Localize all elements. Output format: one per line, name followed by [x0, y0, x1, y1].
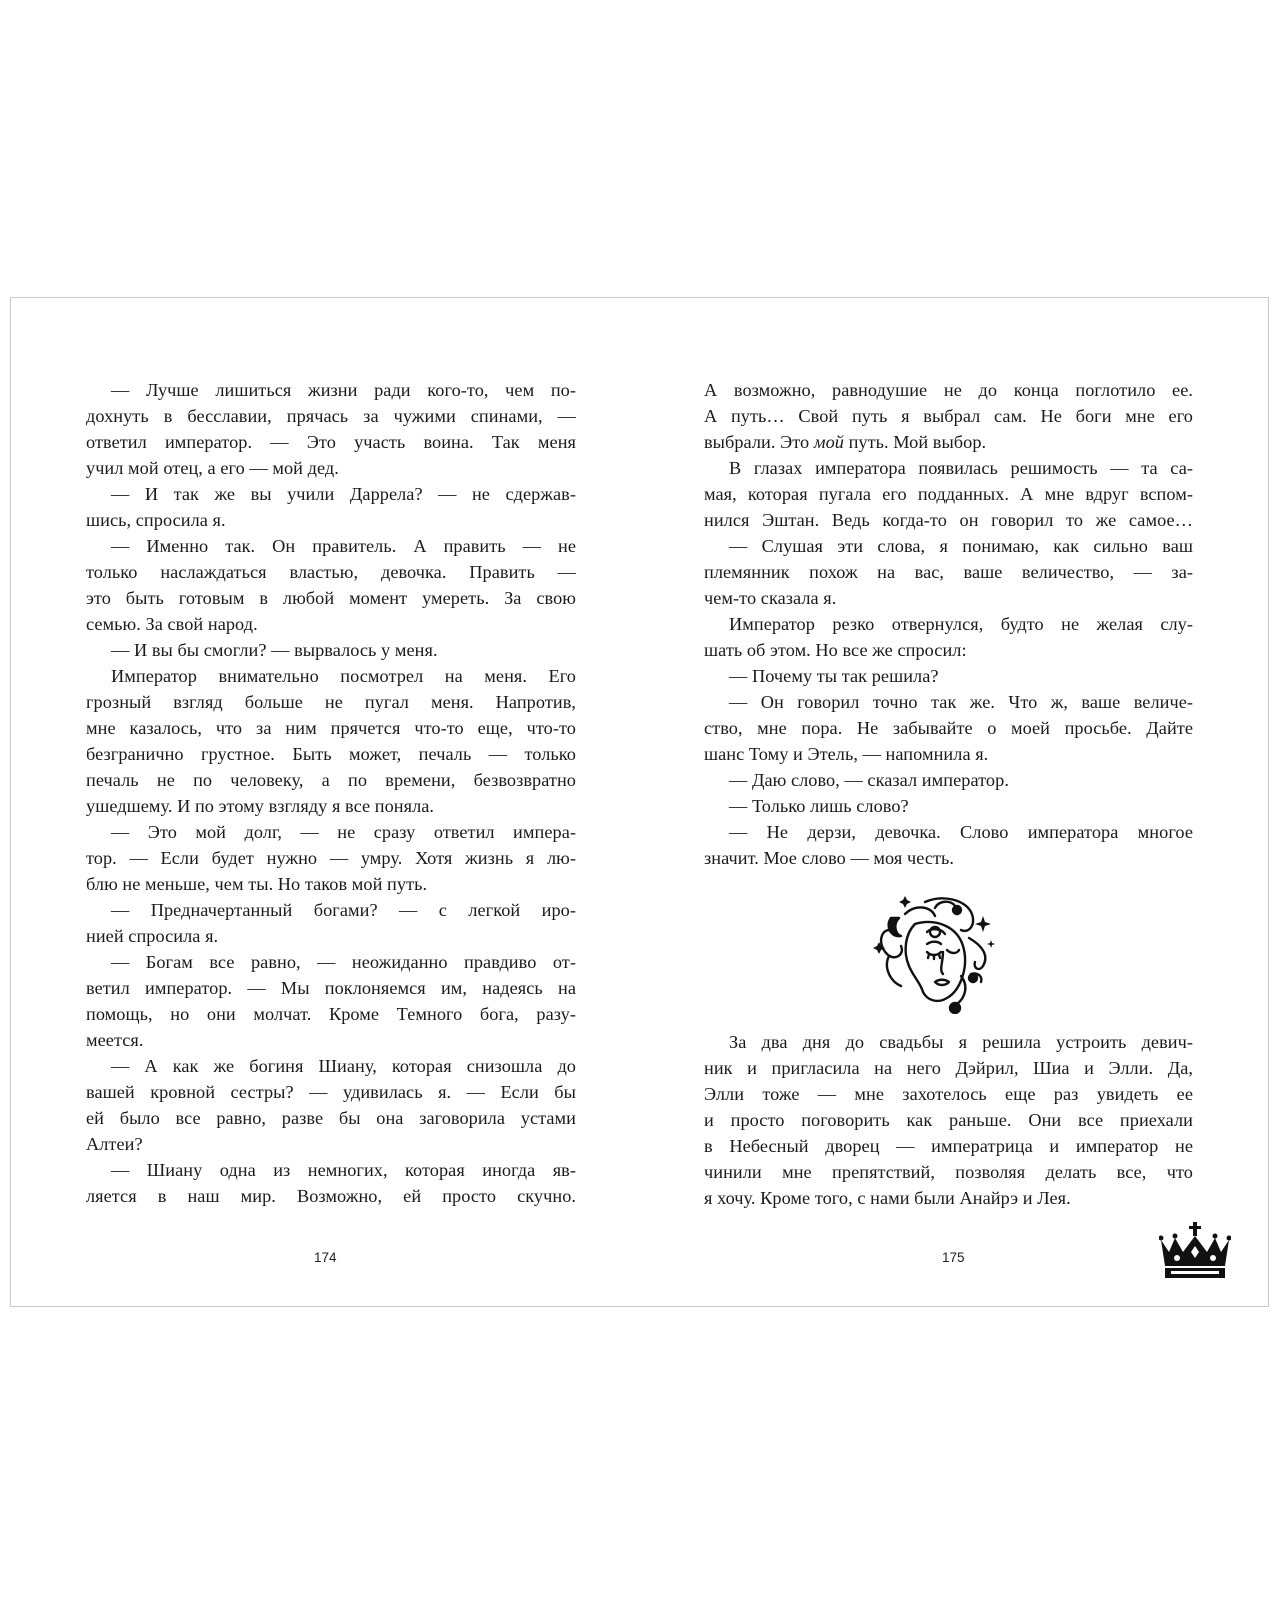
left-page-line: тор. — Если будет нужно — умру. Хотя жизнь я лю-: [86, 848, 576, 868]
left-page-line: Император внимательно посмотрел на меня. Его: [111, 666, 576, 686]
left-page-line: — И так же вы учили Даррела? — не сдержав-: [111, 484, 576, 504]
crown-icon: [1159, 1222, 1231, 1280]
left-page-line: грозный взгляд больше не пугал меня. Напротив,: [86, 692, 576, 712]
left-page-line: — Именно так. Он правитель. А править — не: [111, 536, 576, 556]
right-page-line: — Слушая эти слова, я понимаю, как сильно ваш: [729, 536, 1193, 556]
right-page-line: Император резко отвернулся, будто не желая слу-: [729, 614, 1193, 634]
left-page-line: меется.: [86, 1030, 144, 1050]
left-page-line: семью. За свой народ.: [86, 614, 258, 634]
right-page-line: В глазах императора появилась решимость — та са-: [729, 458, 1193, 478]
left-page-line: это быть готовым в любой момент умереть. За свою: [86, 588, 576, 608]
right-page-line: нился Эштан. Ведь когда-то он говорил то же самое…: [704, 510, 1193, 530]
right-page-line: ство, мне пора. Не забывайте о моей просьбе. Дайте: [704, 718, 1193, 738]
right-page-line: — Почему ты так решила?: [729, 666, 939, 686]
left-page: [11, 298, 641, 1306]
right-page-text: [704, 377, 1193, 871]
left-page-line: печаль не по человеку, а по времени, безвозвратно: [86, 770, 576, 790]
left-page-line: ляется в наш мир. Возможно, ей просто скучно.: [86, 1186, 576, 1206]
right-page-line: выбрали. Это мой путь. Мой выбор.: [704, 432, 987, 452]
right-page-line: — Даю слово, — сказал император.: [729, 770, 1009, 790]
right-page-line: чем-то сказала я.: [704, 588, 837, 608]
right-page-line: и просто поговорить как раньше. Они все приехали: [704, 1110, 1193, 1130]
page-number-right: 175: [942, 1250, 965, 1265]
right-page-line: А возможно, равнодушие не до конца поглотило ее.: [704, 380, 1193, 400]
left-page-line: только наслаждаться властью, девочка. Править —: [86, 562, 576, 582]
left-page-line: — Богам все равно, — неожиданно правдиво от-: [111, 952, 576, 972]
right-page-line: ник и пригласила на него Дэйрил, Шиа и Элли. Да,: [704, 1058, 1193, 1078]
right-page: [641, 298, 1270, 1306]
right-page-line: племянник похож на вас, ваше величество, — за-: [704, 562, 1193, 582]
left-page-line: учил мой отец, а его — мой дед.: [86, 458, 339, 478]
left-page-line: — Лучше лишиться жизни ради кого-то, чем по-: [111, 380, 576, 400]
page-number-left: 174: [314, 1250, 337, 1265]
left-page-line: Алтеи?: [86, 1134, 143, 1154]
left-page-line: вашей кровной сестры? — удивилась я. — Если бы: [86, 1082, 576, 1102]
left-page-line: ушедшему. И по этому взгляду я все поняла.: [86, 796, 435, 816]
left-page-line: помощь, но они молчат. Кроме Темного бога, разу-: [86, 1004, 576, 1024]
right-page-line: шанс Тому и Этель, — напомнила я.: [704, 744, 989, 764]
left-page-line: — А как же богиня Шиану, которая снизошла до: [111, 1056, 576, 1076]
right-page-line: значит. Мое слово — моя честь.: [704, 848, 955, 868]
right-page-line: мая, которая пугала его подданных. А мне вдруг вспом-: [704, 484, 1193, 504]
left-page-line: нией спросила я.: [86, 926, 219, 946]
left-page-line: шись, спросила я.: [86, 510, 226, 530]
left-page-line: ветил император. — Мы поклоняемся им, надеясь на: [86, 978, 576, 998]
right-page-text-after-ornament: [704, 1029, 1193, 1211]
left-page-line: — Это мой долг, — не сразу ответил импера-: [111, 822, 576, 842]
left-page-line: безгранично грустное. Быть может, печаль — только: [86, 744, 576, 764]
left-page-line: — И вы бы смогли? — вырвалось у меня.: [111, 640, 438, 660]
right-page-line: — Он говорил точно так же. Что ж, ваше величе-: [729, 692, 1193, 712]
right-page-line: А путь… Свой путь я выбрал сам. Не боги мне его: [704, 406, 1193, 426]
left-page-text: [86, 377, 576, 1209]
right-page-line: чинили мне препятствий, позволяя делать все, что: [704, 1162, 1193, 1182]
book-spread: [10, 297, 1269, 1307]
right-page-line: я хочу. Кроме того, с нами были Анайрэ и Лея.: [704, 1188, 1071, 1208]
right-page-line: в Небесный дворец — императрица и император не: [704, 1136, 1193, 1156]
right-page-line: За два дня до свадьбы я решила устроить девич-: [729, 1032, 1193, 1052]
celestial-face-line-art-icon: [865, 894, 1000, 1014]
left-page-line: блю не меньше, чем ты. Но таков мой путь.: [86, 874, 428, 894]
left-page-line: ответил император. — Это участь воина. Так меня: [86, 432, 576, 452]
right-page-line: — Только лишь слово?: [729, 796, 909, 816]
left-page-line: — Предначертанный богами? — с легкой иро-: [111, 900, 576, 920]
right-page-line: шать об этом. Но все же спросил:: [704, 640, 967, 660]
left-page-line: — Шиану одна из немногих, которая иногда яв-: [111, 1160, 576, 1180]
left-page-line: мне казалось, что за ним прячется что-то еще, что-то: [86, 718, 576, 738]
right-page-line: — Не дерзи, девочка. Слово императора многое: [729, 822, 1193, 842]
left-page-line: дохнуть в бесславии, прячась за чужими спинами, —: [86, 406, 576, 426]
right-page-line: Элли тоже — мне захотелось еще раз увидеть ее: [704, 1084, 1193, 1104]
left-page-line: ей было все равно, разве бы она заговорила устами: [86, 1108, 576, 1128]
